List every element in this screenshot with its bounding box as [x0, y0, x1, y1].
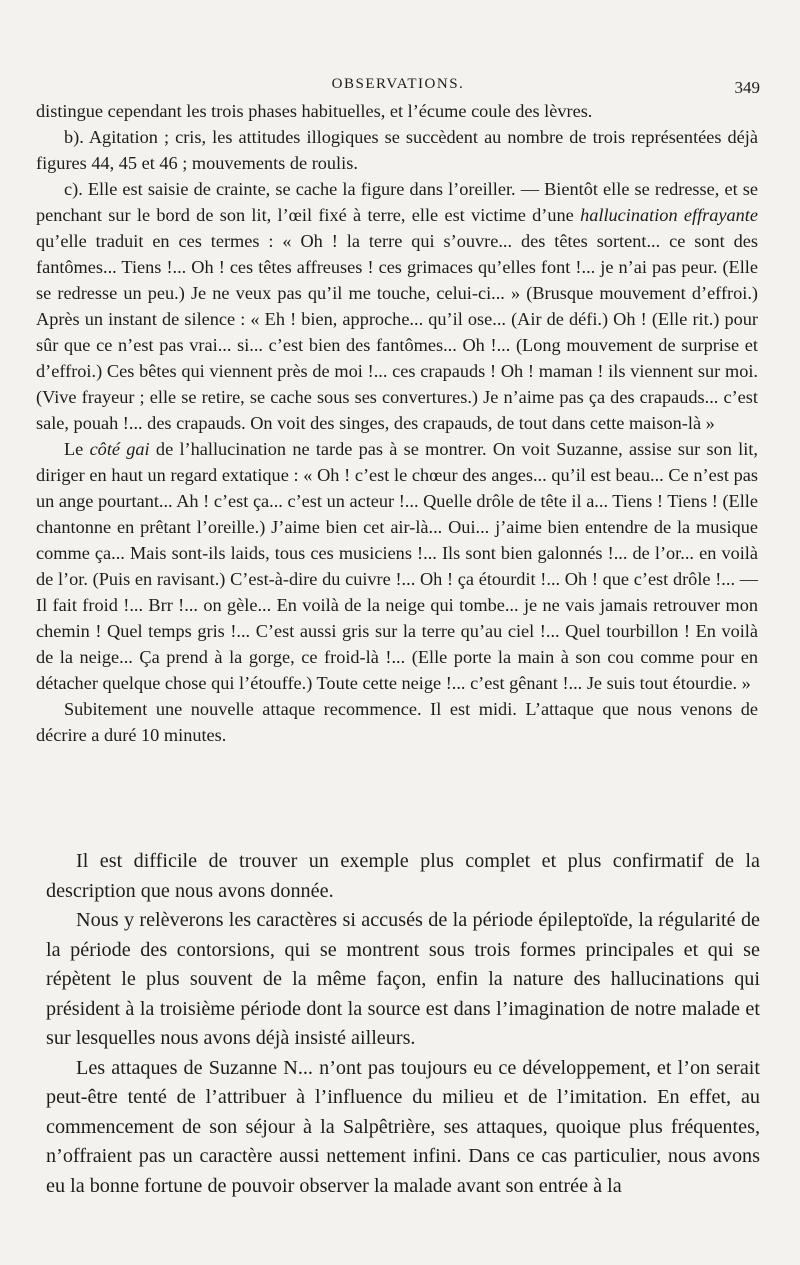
emphasis-text: côté gai — [89, 439, 150, 459]
emphasis-text: hallucination effrayante — [580, 205, 758, 225]
commentary-paragraph: Il est difficile de trouver un exemple plus complet et plus confirmatif de la description que nous avons donnée. — [46, 850, 760, 902]
paragraph-text: c). Elle est saisie de crainte, se cache la figure dans l’oreiller. — Bientôt elle se redresse, et se penchant sur le bord de son lit, l’œil fixé à terre, elle est victime d’une — [36, 179, 758, 225]
observation-paragraph: distingue cependant les trois phases habituelles, et l’écume coule des lèvres. — [36, 101, 593, 121]
observation-paragraph: Subitement une nouvelle attaque recommence. Il est midi. L’attaque que nous venons de décrire a duré 10 minutes. — [36, 699, 758, 745]
observation-text — [36, 98, 758, 748]
commentary-paragraph: Nous y relèverons les caractères si accusés de la période épileptoïde, la régularité de la période des contorsions, qui se montrent sous trois formes principales et qui se répètent le plus souvent de la même façon, enfin la nature des hallucinations qui président à la troisième période dont la source est dans l’imagination de notre malade et sur lesquelles nous avons déjà insisté ailleurs. — [46, 909, 760, 1049]
observation-paragraph — [36, 176, 758, 436]
commentary-text — [46, 847, 760, 1201]
page-number: 349 — [734, 78, 760, 97]
observation-paragraph — [36, 436, 758, 696]
paragraph-text: Le — [64, 439, 90, 459]
paragraph-text: de l’hallucination ne tarde pas à se montrer. On voit Suzanne, assise sur son lit, diriger en haut un regard extatique : « Oh ! c’est le chœur des anges... qu’il est beau... Ce n’est pas un ange pourtant... Ah ! c’est ça... c’est un acteur !... Quelle drôle de tête il a... Tiens ! Tiens ! (Elle chantonne en prêtant l’oreille.) J’aime bien cet air-là... Oui... j’aime bien entendre de la musique comme ça... Mais sont-ils laids, tous ces musiciens !... Ils sont bien galonnés !... de l’or... en voilà de l’or. (Puis en ravisant.) C’est-à-dire du cuivre !... Oh ! ça étourdit !... Oh ! que c’est drôle !... — Il fait froid !... Brr !... on gèle... En voilà de la neige qui tombe... je ne vais jamais retrouver mon chemin ! Quel temps gris !... C’est aussi gris sur la terre qu’au ciel !... Quel tourbillon ! En voilà de la neige... Ça prend à la gorge, ce froid-là !... (Elle porte la main à son cou comme pour en détacher quelque chose qui l’étouffe.) Toute cette neige !... c’est gênant !... Je suis tout étourdie. » — [36, 439, 758, 693]
commentary-paragraph: Les attaques de Suzanne N... n’ont pas toujours eu ce développement, et l’on serait peut-être tenté de l’attribuer à l’influence du milieu et de l’imitation. En effet, au commencement de son séjour à la Salpêtrière, ses attaques, quoique plus fréquentes, n’offraient pas un caractère aussi nettement infini. Dans ce cas particulier, nous avons eu la bonne fortune de pouvoir observer la malade avant son entrée à la — [46, 1056, 760, 1197]
running-head — [36, 72, 760, 98]
observation-paragraph: b). Agitation ; cris, les attitudes illogiques se succèdent au nombre de trois représentées déjà figures 44, 45 et 46 ; mouvements de roulis. — [36, 127, 758, 173]
running-head-title: OBSERVATIONS. — [331, 76, 465, 92]
paragraph-text: qu’elle traduit en ces termes : « Oh ! la terre qui s’ouvre... des têtes sortent... ce sont des fantômes... Tiens !... Oh ! ces têtes affreuses ! ces grimaces qu’elles font !... je n’ai pas peur. (Elle se redresse un peu.) Je ne veux pas qu’il me touche, celui-ci... » (Brusque mouvement d’effroi.) Après un instant de silence : « Eh ! bien, approche... qu’il ose... (Air de défi.) Oh ! (Elle rit.) pour sûr que ce n’est pas vrai... si... c’est bien des fantômes... Oh !... (Long mouvement de surprise et d’effroi.) Ces bêtes qui viennent près de moi !... ces crapauds ! Oh ! maman ! ils viennent sur moi. (Vive frayeur ; elle se retire, se cache sous ses convertures.) Je n’aime pas ça des crapauds... c’est sale, pouah !... des crapauds. On voit des singes, des crapauds, de tout dans cette maison-là » — [36, 231, 758, 433]
